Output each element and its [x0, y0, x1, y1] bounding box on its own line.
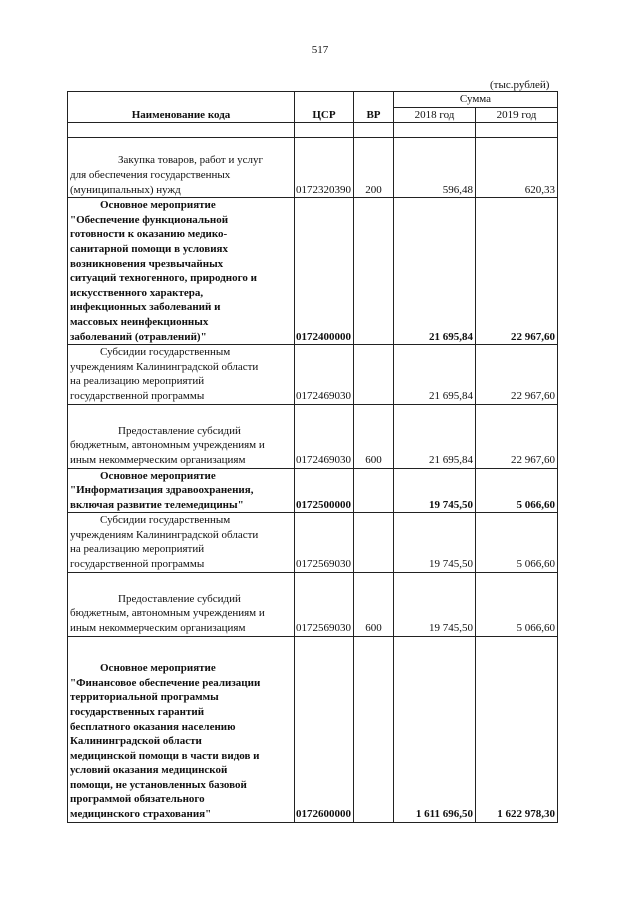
row-name-line: Закупка товаров, работ и услуг: [118, 154, 263, 167]
row-name-line: включая развитие телемедицины": [70, 498, 244, 511]
row-name-line: бесплатного оказания населению: [70, 720, 236, 733]
row-name-line: на реализацию мероприятий: [70, 543, 205, 556]
row-name-line: помощи, не установленных базовой: [70, 778, 247, 791]
row-vr: [354, 513, 394, 572]
table-row: [68, 636, 558, 822]
row-name: [68, 198, 295, 345]
row-name-line: программой обязательного: [70, 793, 205, 806]
row-name-line: территориальной программы: [70, 691, 219, 704]
row-2019: 22 967,60: [476, 198, 558, 345]
header-vr: ВР: [354, 92, 394, 123]
row-name-line: Основное мероприятие: [100, 199, 216, 212]
row-csr: 0172320390: [295, 138, 354, 198]
row-vr: [354, 345, 394, 404]
row-name-line: иным некоммерческим организациям: [70, 622, 246, 635]
row-name-line: государственной программы: [70, 389, 205, 402]
header-name: Наименование кода: [68, 92, 295, 123]
row-name-line: Основное мероприятие: [100, 662, 216, 675]
row-csr: 0172469030: [295, 345, 354, 404]
row-csr: 0172569030: [295, 513, 354, 572]
row-2018: 19 745,50: [394, 468, 476, 513]
row-name-line: Субсидии государственным: [100, 346, 231, 359]
header-sum: Сумма: [394, 92, 558, 108]
row-name-line: Калининградской области: [70, 735, 202, 748]
row-name-line: иным некоммерческим организациям: [70, 453, 246, 466]
row-name-line: государственной программы: [70, 558, 205, 571]
row-2019: 1 622 978,30: [476, 636, 558, 822]
table-row: [68, 513, 558, 572]
row-name-line: учреждениям Калининградской области: [70, 360, 259, 373]
header-2018: 2018 год: [394, 107, 476, 123]
header-csr: ЦСР: [295, 92, 354, 123]
row-name: [68, 636, 295, 822]
row-name-line: инфекционных заболеваний и: [70, 301, 221, 314]
row-vr: [354, 636, 394, 822]
row-name-line: бюджетным, автономным учреждениям и: [70, 607, 265, 620]
row-name: [68, 138, 295, 198]
row-name-line: (муниципальных) нужд: [70, 183, 181, 196]
header-2019: 2019 год: [476, 107, 558, 123]
row-name-line: на реализацию мероприятий: [70, 375, 205, 388]
table-row: [68, 404, 558, 468]
table-row: [68, 572, 558, 636]
row-2018: 19 745,50: [394, 572, 476, 636]
row-csr: 0172469030: [295, 404, 354, 468]
row-2019: 620,33: [476, 138, 558, 198]
row-name-line: возникновения чрезвычайных: [70, 257, 224, 270]
row-name: [68, 404, 295, 468]
row-2018: 21 695,84: [394, 198, 476, 345]
row-name-line: учреждениям Калининградской области: [70, 528, 259, 541]
row-name: [68, 345, 295, 404]
units-label: (тыс.рублей): [490, 79, 550, 91]
row-vr: 600: [354, 404, 394, 468]
row-name-line: для обеспечения государственных: [70, 169, 231, 181]
page-number: 517: [311, 44, 329, 56]
row-name-line: готовности к оказанию медико-: [70, 228, 228, 241]
row-csr: 0172569030: [295, 572, 354, 636]
row-2019: 5 066,60: [476, 513, 558, 572]
row-2018: 21 695,84: [394, 404, 476, 468]
row-name: [68, 468, 295, 513]
row-name: [68, 572, 295, 636]
row-2019: 5 066,60: [476, 572, 558, 636]
row-name-line: бюджетным, автономным учреждениям и: [70, 439, 265, 452]
row-name: [68, 513, 295, 572]
row-name-line: условий оказания медицинской: [70, 764, 228, 777]
table-row: [68, 345, 558, 404]
row-name-line: Субсидии государственным: [100, 514, 231, 527]
row-name-line: Предоставление субсидий: [118, 424, 241, 437]
row-2019: 22 967,60: [476, 404, 558, 468]
budget-table: [67, 91, 558, 823]
row-2018: 19 745,50: [394, 513, 476, 572]
row-2018: 21 695,84: [394, 345, 476, 404]
row-name-line: ситуаций техногенного, природного и: [70, 272, 257, 285]
row-vr: 200: [354, 138, 394, 198]
row-name-line: Основное мероприятие: [100, 469, 216, 482]
table-row: [68, 138, 558, 198]
row-name-line: искусственного характера,: [70, 286, 204, 299]
row-name-line: медицинской помощи в части видов и: [70, 749, 260, 762]
row-2018: 1 611 696,50: [394, 636, 476, 822]
row-name-line: массовых неинфекционных: [70, 315, 209, 328]
row-vr: [354, 198, 394, 345]
table-row: [68, 468, 558, 513]
row-vr: [354, 468, 394, 513]
row-2018: 596,48: [394, 138, 476, 198]
row-name-line: медицинского страхования": [70, 808, 212, 821]
row-2019: 5 066,60: [476, 468, 558, 513]
row-vr: 600: [354, 572, 394, 636]
row-name-line: "Информатизация здравоохранения,: [70, 484, 254, 497]
row-name-line: заболеваний (отравлений)": [70, 330, 207, 343]
row-2019: 22 967,60: [476, 345, 558, 404]
row-name-line: государственных гарантий: [70, 705, 205, 718]
row-csr: 0172500000: [295, 468, 354, 513]
row-name-line: санитарной помощи в условиях: [70, 242, 228, 255]
row-csr: 0172600000: [295, 636, 354, 822]
row-name-line: "Финансовое обеспечение реализации: [70, 676, 261, 689]
row-name-line: Предоставление субсидий: [118, 592, 241, 605]
table-row: [68, 198, 558, 345]
row-csr: 0172400000: [295, 198, 354, 345]
row-name-line: "Обеспечение функциональной: [70, 213, 229, 226]
